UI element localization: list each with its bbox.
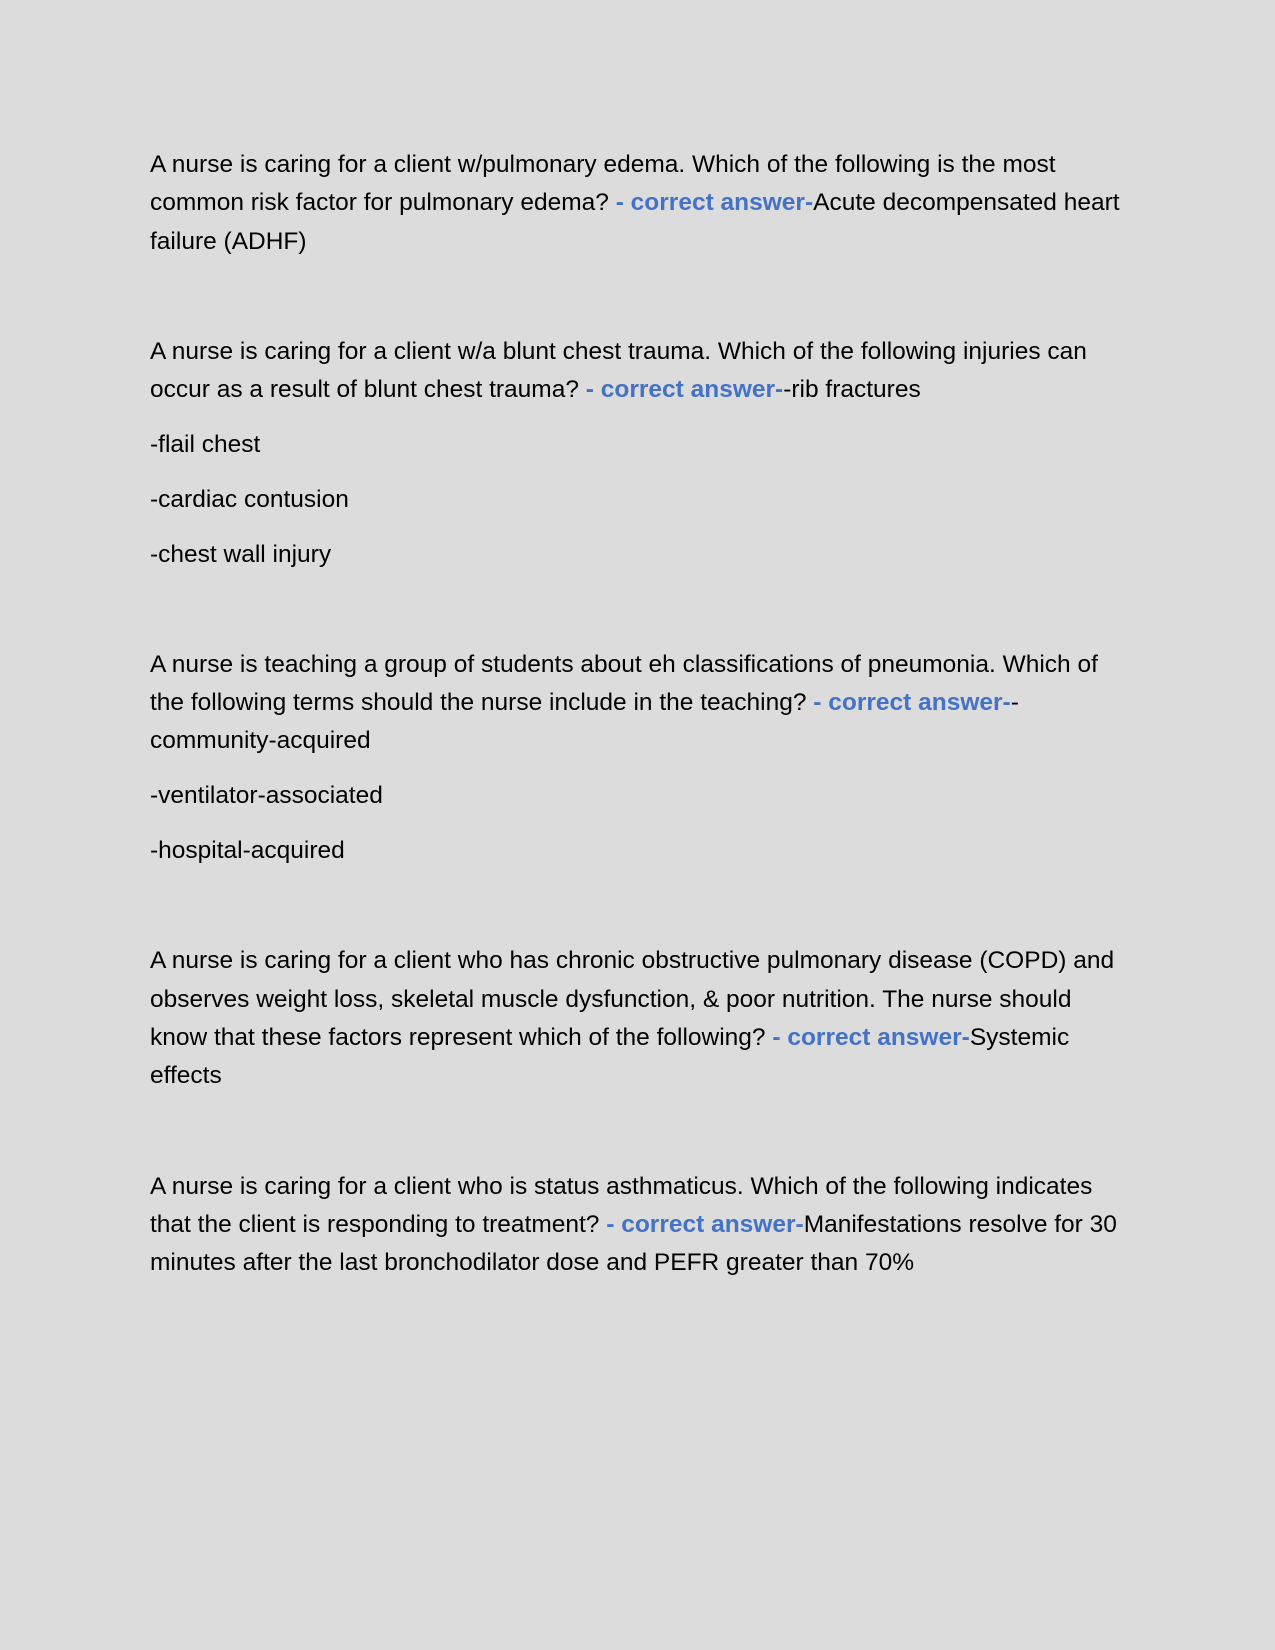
answer-text: -community-acquired [150,689,1019,755]
correct-answer-marker: - correct answer- [772,1023,970,1051]
answer-line: -ventilator-associated [150,782,383,810]
question-text: A nurse is caring for a client w/pulmonary edema. Which of the following is the most common risk factor for pulmonary edema? [150,151,1056,217]
answer-text: Manifestations resolve for 30 minutes after the last bronchodilator dose and PEFR greater than 70% [150,1210,1117,1277]
answer-line: -chest wall injury [150,540,332,568]
question-text: A nurse is caring for a client w/a blunt chest trauma. Which of the following injuries can occur as a result of blunt chest trauma? [150,337,1087,404]
qa-item [150,333,1135,574]
qa-item [150,1168,1135,1283]
question-text: A nurse is teaching a group of students about eh classifications of pneumonia. Which of the following terms should the nurse include in the teaching? [150,650,1098,717]
answer-line: -hospital-acquired [150,837,345,865]
question-text: A nurse is caring for a client who has chronic obstructive pulmonary disease (COPD) and observes weight loss, skeletal muscle dysfunction, & poor nutrition. The nurse should know that these factors represent which of the following? [150,947,1115,1051]
qa-item [150,646,1135,870]
document-body [150,146,1135,1354]
question-paragraph [150,333,1135,410]
question-paragraph [150,942,1135,1095]
question-text: A nurse is caring for a client who is status asthmaticus. Which of the following indicates that the client is responding to treatment? [150,1172,1093,1238]
question-paragraph [150,1168,1135,1283]
correct-answer-marker: - correct answer- [606,1210,804,1238]
correct-answer-marker: - correct answer- [615,189,814,217]
answer-text: Acute decompensated heart failure (ADHF) [150,189,1120,255]
answer-line: -cardiac contusion [150,485,349,513]
answer-text: Systemic effects [150,1023,1070,1090]
question-paragraph [150,646,1135,761]
correct-answer-marker: - correct answer- [813,689,1011,717]
qa-item [150,942,1135,1095]
qa-item [150,146,1135,261]
question-paragraph [150,146,1135,261]
answer-text: -rib fractures [783,376,921,404]
correct-answer-marker: - correct answer- [585,376,784,404]
answer-line: -flail chest [150,430,261,458]
